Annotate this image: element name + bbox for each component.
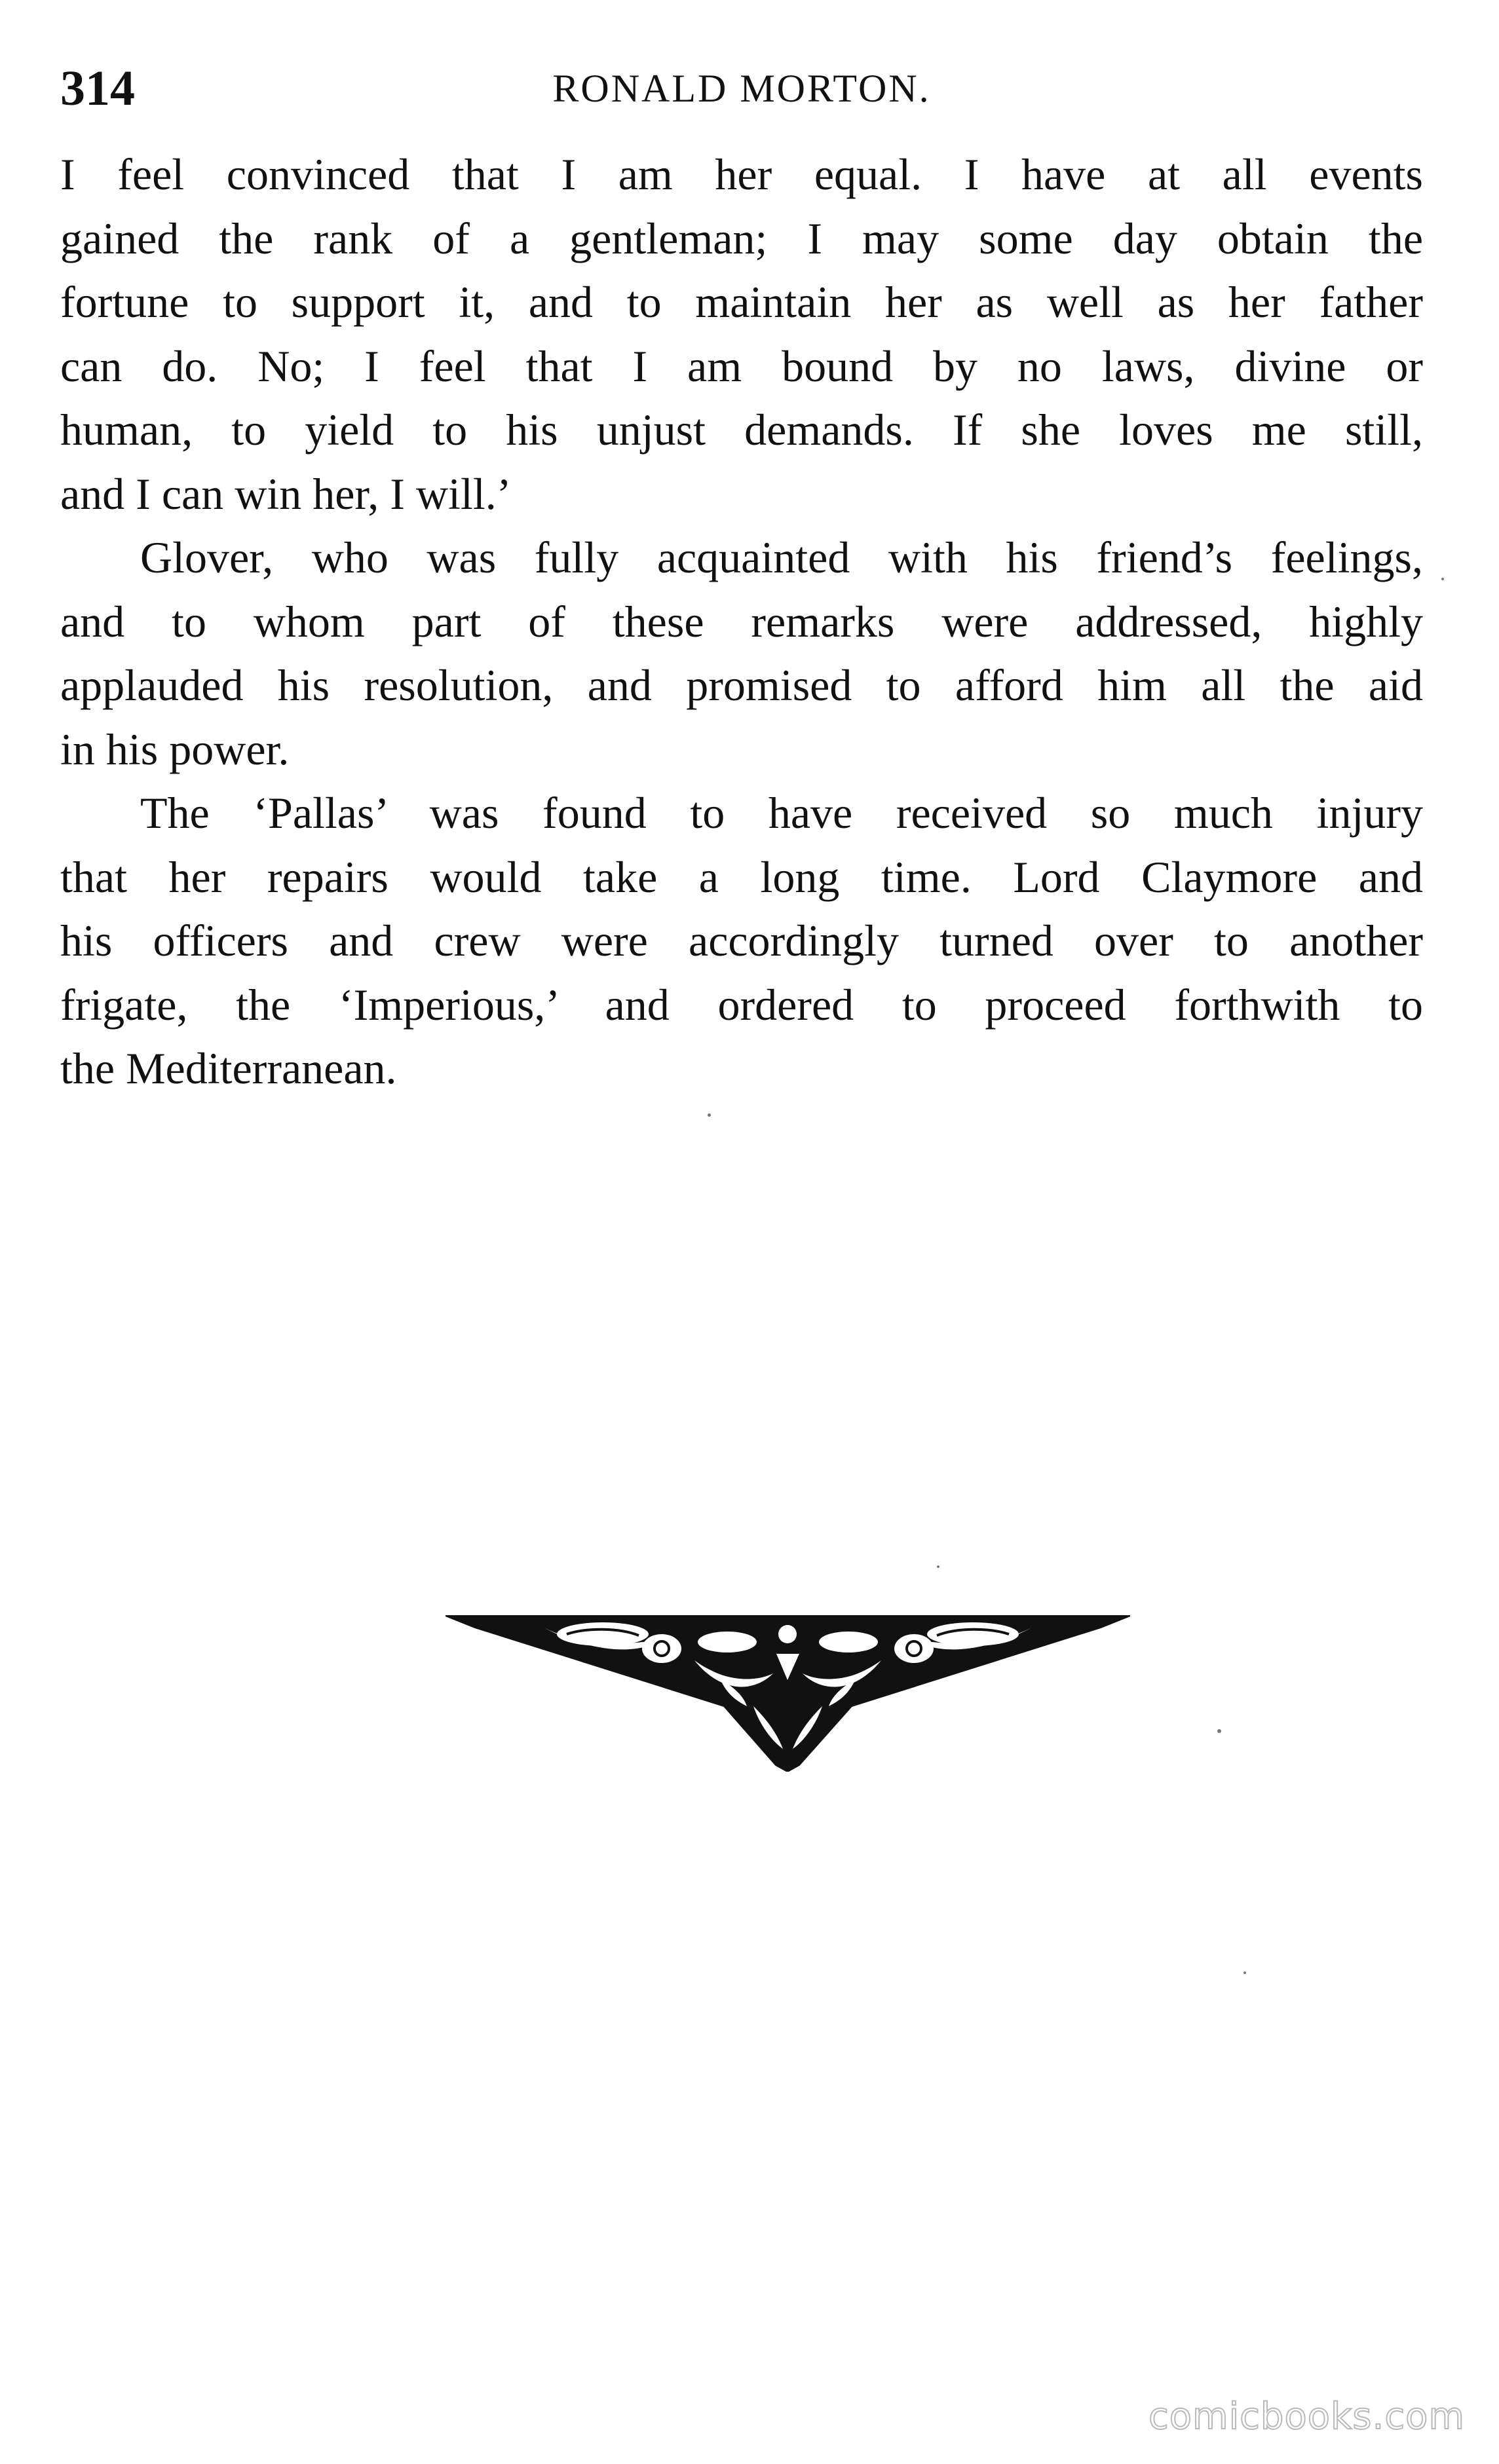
text-line: can do. No; I feel that I am bound by no laws, divine or xyxy=(60,341,1423,391)
text-line: I feel convinced that I am her equal. I have at all events xyxy=(60,149,1423,199)
print-speck xyxy=(708,1113,711,1117)
running-title: RONALD MORTON. xyxy=(552,67,931,110)
text-line: and to whom part of these remarks were addressed, highly xyxy=(60,596,1423,646)
text-line: in his power. xyxy=(60,724,290,774)
print-speck xyxy=(1217,1729,1221,1733)
text-line: applauded his resolution, and promised to afford him all the aid xyxy=(60,660,1423,710)
text-line: frigate, the ‘Imperious,’ and ordered to proceed forthwith to xyxy=(60,979,1423,1030)
tailpiece-ornament-icon xyxy=(446,1608,1130,1772)
print-speck xyxy=(1441,578,1444,580)
text-line: human, to yield to his unjust demands. If she loves me still, xyxy=(60,405,1423,455)
print-speck xyxy=(937,1565,939,1568)
text-line: Glover, who was fully acquainted with his friend’s feelings, xyxy=(140,532,1423,582)
text-line: the Mediterranean. xyxy=(60,1043,397,1093)
body-text xyxy=(60,143,1423,1101)
paragraph-3 xyxy=(60,781,1423,1101)
text-line: and I can win her, I will.’ xyxy=(60,468,512,519)
paragraph-2 xyxy=(60,526,1423,781)
watermark: comicbooks.com xyxy=(1148,2395,1465,2438)
text-line: his officers and crew were accordingly turned over to another xyxy=(60,916,1423,965)
paragraph-1 xyxy=(60,143,1423,526)
page-number: 314 xyxy=(60,61,135,116)
running-head xyxy=(60,52,1423,124)
print-speck xyxy=(1243,1971,1246,1974)
text-line: gained the rank of a gentleman; I may some day obtain the xyxy=(60,213,1423,263)
text-line: fortune to support it, and to maintain her as well as her father xyxy=(60,277,1423,327)
text-line: The ‘Pallas’ was found to have received so much injury xyxy=(140,788,1423,838)
text-line: that her repairs would take a long time. Lord Claymore and xyxy=(60,851,1423,902)
